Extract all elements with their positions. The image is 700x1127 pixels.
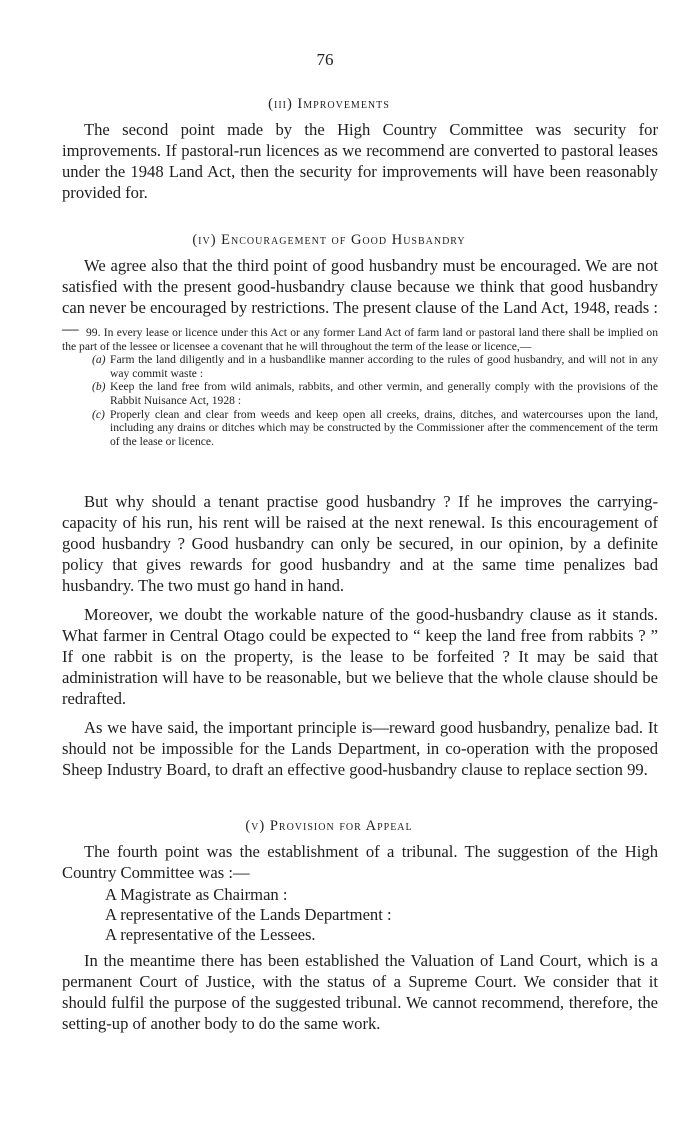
quote-lead: 99. In every lease or licence under this Act or any former Land Act of farm land or pastoral land there shall be implied on the part of the lessee or licensee a covenant that he will throughout the term of the lease or licence,— bbox=[62, 326, 658, 353]
clause-text: Properly clean and clear from weeds and keep open all creeks, drains, ditches, and watercourses upon the land, including any drains or ditches which may be constructed by the Commissioner after the commencement of the term of the lease or licence. bbox=[110, 407, 658, 448]
improvements-body bbox=[62, 119, 658, 203]
clause-mark: (a) bbox=[92, 353, 106, 367]
husbandry-discussion-body bbox=[62, 491, 658, 780]
tribunal-member: A representative of the Lessees. bbox=[105, 925, 316, 944]
page-number: 76 bbox=[316, 50, 334, 69]
clause-text: Farm the land diligently and in a husbandlike manner according to the rules of good husbandry, and will not in any way commit waste : bbox=[110, 353, 658, 380]
clause-mark: (b) bbox=[92, 380, 106, 394]
appeal-intro-body bbox=[62, 841, 658, 883]
clause-text: Keep the land free from wild animals, rabbits, and other vermin, and generally comply with the provisions of the Rabbit Nuisance Act, 1928 : bbox=[110, 380, 658, 407]
tribunal-member: A Magistrate as Chairman : bbox=[105, 885, 288, 904]
husbandry-paragraph-2: Moreover, we doubt the workable nature of the good-husbandry clause as it stands. What farmer in Central Otago could be expected to “ keep the land free from rabbits ? ” If one rabbit is on the property, is the lease to be forfeited ? It may be said that administration will have to be reasonable, but we believe that the whole clause should be redrafted. bbox=[62, 605, 658, 708]
appeal-conclusion-paragraph: In the meantime there has been established the Valuation of Land Court, which is a permanent Court of Justice, with the status of a Supreme Court. We consider that it should fulfil the purpose of the suggested tribunal. We cannot recommend, therefore, the setting-up of another body to do the same work. bbox=[62, 951, 658, 1033]
appeal-intro-paragraph: The fourth point was the establishment of a tribunal. The suggestion of the High Country Committee was :— bbox=[62, 842, 658, 882]
improvements-paragraph: The second point made by the High Country Committee was security for improvements. If pastoral-run licences as we recommend are converted to pastoral leases under the 1948 Land Act, then the security for improvements will have been reasonably provided for. bbox=[62, 120, 658, 202]
quote-clause-c bbox=[92, 408, 658, 449]
section-heading-improvements: (iii) Improvements bbox=[268, 96, 390, 112]
quote-clause-b bbox=[92, 380, 658, 407]
land-act-quote bbox=[62, 326, 658, 448]
clause-mark: (c) bbox=[92, 407, 105, 421]
tribunal-member: A representative of the Lands Department : bbox=[105, 905, 392, 924]
husbandry-intro-paragraph: We agree also that the third point of good husbandry must be encouraged. We are not satisfied with the present good-husbandry clause because we think that good husbandry can never be encouraged by restrictions. The present clause of the Land Act, 1948, reads :— bbox=[62, 256, 658, 338]
tribunal-members-list bbox=[105, 885, 392, 945]
section-heading-appeal: (v) Provision for Appeal bbox=[245, 818, 413, 834]
quote-clause-a bbox=[92, 353, 658, 380]
husbandry-paragraph-1: But why should a tenant practise good husbandry ? If he improves the carrying-capacity of his run, his rent will be raised at the next renewal. Is this encouragement of good husbandry ? Good husbandry can only be secured, in our opinion, by a definite policy that gives rewards for good husbandry and at the same time penalizes bad husbandry. The two must go hand in hand. bbox=[62, 492, 658, 595]
husbandry-paragraph-3: As we have said, the important principle is—reward good husbandry, penalize bad. It should not be impossible for the Lands Department, in co-operation with the proposed Sheep Industry Board, to draft an effective good-husbandry clause to replace section 99. bbox=[62, 718, 658, 779]
section-heading-husbandry: (iv) Encouragement of Good Husbandry bbox=[192, 232, 466, 248]
appeal-conclusion-body bbox=[62, 950, 658, 1034]
